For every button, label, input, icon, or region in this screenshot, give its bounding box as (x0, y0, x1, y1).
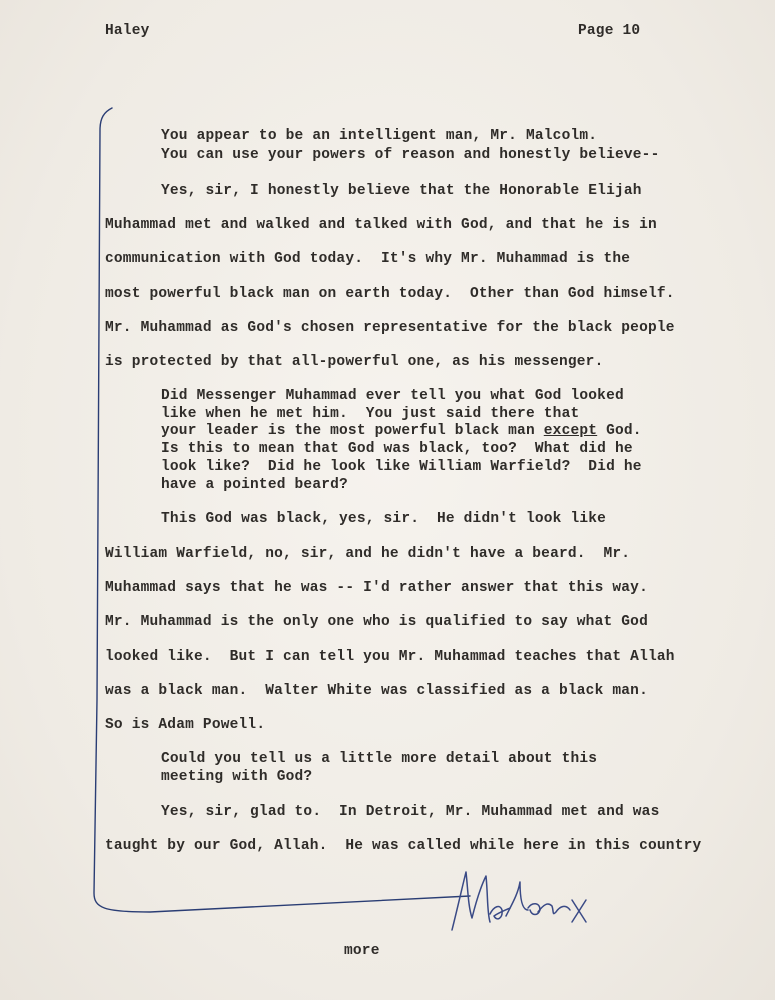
question-line: You can use your powers of reason and honestly believe-- (161, 147, 660, 163)
question-text: your leader is the most powerful black man (161, 423, 544, 439)
answer-line: Muhammad met and walked and talked with God, and that he is in (105, 217, 657, 233)
answer-line: communication with God today. It's why Mr. Muhammad is the (105, 251, 631, 267)
question-line: You appear to be an intelligent man, Mr. Malcolm. (161, 128, 598, 144)
question-line: Could you tell us a little more detail about this (161, 751, 598, 767)
continuation-marker: more (344, 943, 380, 959)
question-line: have a pointed beard? (161, 477, 348, 493)
answer-line: So is Adam Powell. (105, 717, 266, 733)
question-line (161, 422, 642, 440)
answer-line: This God was black, yes, sir. He didn't look like (161, 511, 607, 527)
answer-line: Mr. Muhammad as God's chosen representative for the black people (105, 320, 675, 336)
answer-line: looked like. But I can tell you Mr. Muhammad teaches that Allah (105, 649, 675, 665)
answer-line: was a black man. Walter White was classified as a black man. (105, 683, 648, 699)
answer-line: Muhammad says that he was -- I'd rather answer that this way. (105, 580, 648, 596)
header-page-number: Page 10 (578, 23, 641, 39)
answer-line: William Warfield, no, sir, and he didn't have a beard. Mr. (105, 546, 631, 562)
answer-line: Mr. Muhammad is the only one who is qualified to say what God (105, 614, 648, 630)
question-line: meeting with God? (161, 769, 313, 785)
answer-line: Yes, sir, I honestly believe that the Honorable Elijah (161, 183, 642, 199)
header-author: Haley (105, 23, 150, 39)
question-line: like when he met him. You just said there that (161, 406, 580, 422)
question-line: Did Messenger Muhammad ever tell you what God looked (161, 388, 624, 404)
underlined-word: except (543, 423, 598, 439)
signature (452, 872, 586, 930)
answer-line: most powerful black man on earth today. Other than God himself. (105, 286, 675, 302)
question-line: Is this to mean that God was black, too? What did he (161, 441, 633, 457)
answer-line: is protected by that all-powerful one, as his messenger. (105, 354, 604, 370)
question-text: God. (597, 423, 642, 439)
question-line: look like? Did he look like William Warfield? Did he (161, 459, 642, 475)
answer-line: Yes, sir, glad to. In Detroit, Mr. Muhammad met and was (161, 804, 660, 820)
answer-line: taught by our God, Allah. He was called while here in this country (105, 838, 702, 854)
